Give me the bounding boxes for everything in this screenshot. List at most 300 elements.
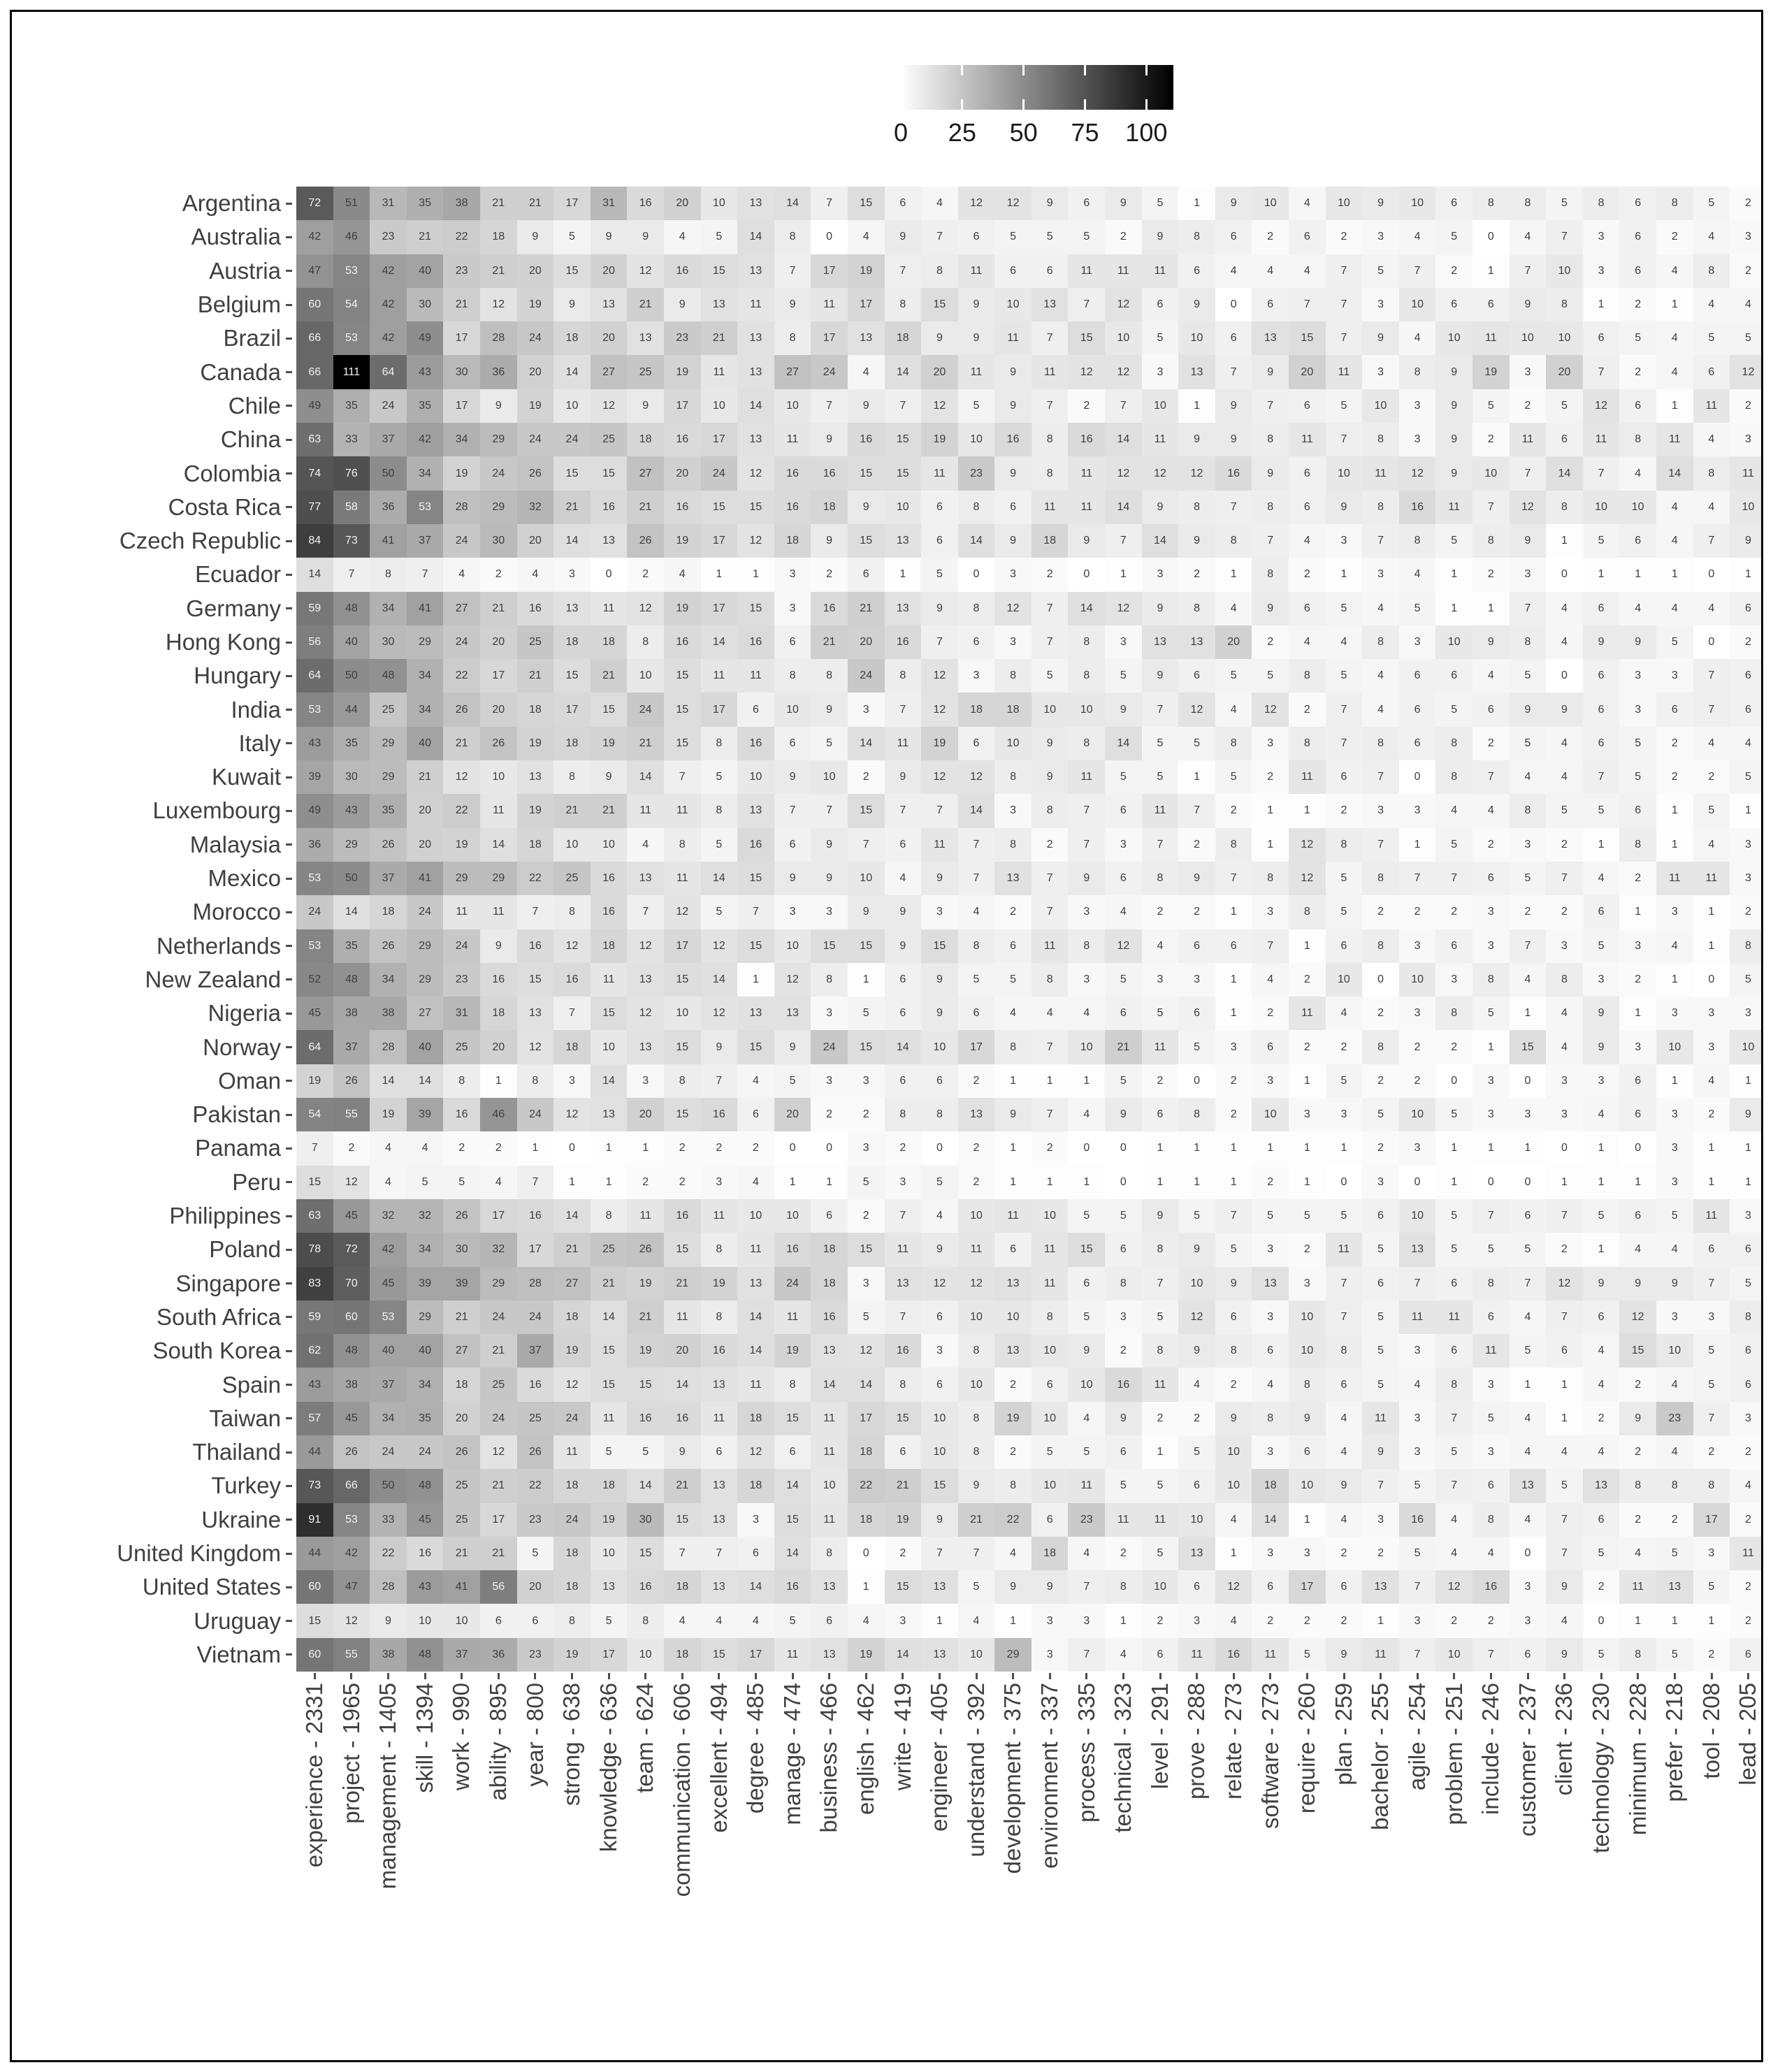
- heatmap-row: [296, 1199, 1763, 1233]
- heatmap-cell: 8: [1178, 220, 1215, 254]
- heatmap-cell: 6: [1215, 220, 1252, 254]
- col-label: ability - 895: [485, 1683, 511, 1801]
- heatmap-cell: 9: [1472, 625, 1510, 659]
- heatmap-cell: 26: [333, 1435, 370, 1469]
- heatmap-row: [296, 963, 1763, 997]
- heatmap-cell: 15: [627, 1537, 664, 1570]
- heatmap-cell: 21: [443, 1301, 480, 1334]
- heatmap-cell: 5: [994, 220, 1032, 254]
- heatmap-cell: 2: [1730, 389, 1763, 423]
- row-label: [12, 254, 292, 288]
- heatmap-cell: 4: [1656, 491, 1693, 524]
- heatmap-cell: 6: [1510, 1638, 1547, 1672]
- row-label: [12, 592, 292, 625]
- heatmap-cell: 29: [407, 929, 444, 963]
- heatmap-cell: 6: [885, 997, 922, 1030]
- heatmap-cell: 4: [1510, 760, 1547, 794]
- heatmap-cell: 2: [1619, 355, 1656, 389]
- heatmap-cell: 1: [1619, 1166, 1656, 1199]
- heatmap-cell: 0: [1472, 1166, 1510, 1199]
- heatmap-cell: 34: [407, 1368, 444, 1401]
- heatmap-cell: 5: [1068, 220, 1105, 254]
- heatmap-cell: 10: [1252, 187, 1289, 220]
- heatmap-cell: 5: [1435, 1199, 1472, 1233]
- x-axis-tick: [1122, 1673, 1124, 1679]
- heatmap-cell: 11: [591, 1402, 628, 1435]
- heatmap-cell: 11: [664, 1301, 701, 1334]
- heatmap-cell: 1: [1472, 592, 1510, 625]
- heatmap-cell: 24: [480, 1301, 517, 1334]
- heatmap-cell: 42: [407, 423, 444, 456]
- heatmap-cell: 0: [1546, 558, 1583, 591]
- heatmap-cell: 13: [627, 1030, 664, 1064]
- heatmap-cell: 7: [958, 1537, 995, 1570]
- heatmap-cell: 11: [1142, 794, 1179, 827]
- heatmap-cell: 14: [553, 355, 591, 389]
- heatmap-cell: 30: [333, 760, 370, 794]
- heatmap-cell: 3: [811, 997, 848, 1030]
- heatmap-cell: 19: [664, 355, 701, 389]
- heatmap-cell: 9: [1326, 1469, 1363, 1502]
- heatmap-cell: 16: [664, 1199, 701, 1233]
- heatmap-cell: 16: [701, 1334, 738, 1368]
- heatmap-cell: 15: [591, 693, 628, 726]
- heatmap-cell: 28: [370, 1570, 407, 1604]
- col-label: business - 466: [816, 1683, 842, 1833]
- heatmap-cell: 5: [774, 1064, 811, 1098]
- heatmap-cell: 12: [664, 895, 701, 929]
- heatmap-row: [296, 625, 1763, 659]
- heatmap-cell: 3: [1510, 558, 1547, 591]
- row-label-text: Germany: [186, 595, 281, 621]
- heatmap-cell: 3: [1032, 1604, 1069, 1637]
- heatmap-cell: 4: [1289, 625, 1326, 659]
- heatmap-cell: 0: [811, 1131, 848, 1165]
- heatmap-cell: 52: [296, 963, 333, 997]
- heatmap-cell: 8: [1289, 727, 1326, 760]
- heatmap-cell: 8: [958, 1402, 995, 1435]
- heatmap-cell: 9: [1105, 1402, 1142, 1435]
- heatmap-cell: 21: [553, 794, 591, 827]
- heatmap-cell: 54: [333, 288, 370, 321]
- x-axis-tick: [314, 1673, 316, 1679]
- heatmap-cell: 0: [1546, 659, 1583, 693]
- heatmap-cell: 56: [480, 1570, 517, 1604]
- heatmap-cell: 4: [1656, 321, 1693, 355]
- x-axis-tick: [1233, 1673, 1235, 1679]
- heatmap-cell: 2: [1656, 760, 1693, 794]
- heatmap-cell: 7: [1510, 254, 1547, 288]
- heatmap-cell: 1: [1289, 1503, 1326, 1537]
- heatmap-cell: 17: [480, 659, 517, 693]
- heatmap-cell: 12: [1068, 355, 1105, 389]
- heatmap-cell: 17: [553, 187, 591, 220]
- x-axis-tick: [1490, 1673, 1492, 1679]
- heatmap-cell: 1: [1583, 1166, 1620, 1199]
- heatmap-cell: 18: [627, 423, 664, 456]
- heatmap-cell: 7: [664, 1537, 701, 1570]
- heatmap-cell: 4: [664, 558, 701, 591]
- heatmap-cell: 24: [370, 389, 407, 423]
- heatmap-cell: 25: [591, 423, 628, 456]
- heatmap-cell: 7: [1693, 693, 1730, 726]
- heatmap-cell: 7: [1326, 288, 1363, 321]
- row-label-text: Mexico: [208, 865, 281, 892]
- heatmap-cell: 1: [994, 1166, 1032, 1199]
- y-axis-tick: [286, 1046, 292, 1048]
- heatmap-cell: 3: [1546, 1064, 1583, 1098]
- heatmap-cell: 9: [1178, 423, 1215, 456]
- heatmap-row: [296, 659, 1763, 693]
- heatmap-cell: 6: [1215, 1301, 1252, 1334]
- heatmap-cell: 24: [553, 1503, 591, 1537]
- heatmap-cell: 13: [1583, 1469, 1620, 1502]
- heatmap-cell: 2: [1215, 1064, 1252, 1098]
- heatmap-cell: 38: [333, 1368, 370, 1401]
- legend-tick: [1084, 65, 1086, 75]
- heatmap-cell: 0: [1510, 1537, 1547, 1570]
- heatmap-cell: 7: [1032, 389, 1069, 423]
- heatmap-cell: 9: [774, 1030, 811, 1064]
- heatmap-cell: 12: [921, 389, 958, 423]
- heatmap-cell: 9: [1583, 997, 1620, 1030]
- heatmap-cell: 39: [407, 1267, 444, 1301]
- heatmap-cell: 42: [370, 1233, 407, 1266]
- x-axis-tick: [534, 1673, 536, 1679]
- heatmap-cell: 3: [1068, 895, 1105, 929]
- heatmap-cell: 111: [333, 355, 370, 389]
- row-label: [12, 1503, 292, 1537]
- heatmap-cell: 6: [1583, 321, 1620, 355]
- heatmap-cell: 29: [407, 625, 444, 659]
- heatmap-cell: 20: [664, 1334, 701, 1368]
- heatmap-cell: 32: [370, 1199, 407, 1233]
- y-axis-tick: [286, 742, 292, 744]
- heatmap-cell: 18: [553, 727, 591, 760]
- heatmap-cell: 6: [1435, 288, 1472, 321]
- heatmap-cell: 5: [553, 220, 591, 254]
- heatmap-cell: 5: [1289, 1199, 1326, 1233]
- heatmap-cell: 8: [1362, 727, 1399, 760]
- heatmap-cell: 15: [664, 1030, 701, 1064]
- heatmap-cell: 4: [1326, 997, 1363, 1030]
- heatmap-cell: 10: [1362, 389, 1399, 423]
- heatmap-cell: 4: [1215, 1503, 1252, 1537]
- heatmap-cell: 4: [664, 1604, 701, 1637]
- heatmap-cell: 2: [1619, 862, 1656, 895]
- heatmap-cell: 22: [994, 1503, 1032, 1537]
- heatmap-cell: 19: [921, 423, 958, 456]
- heatmap-cell: 8: [958, 929, 995, 963]
- heatmap-cell: 1: [1656, 828, 1693, 862]
- heatmap-cell: 1: [1693, 1131, 1730, 1165]
- heatmap-cell: 2: [1546, 895, 1583, 929]
- heatmap-cell: 3: [811, 895, 848, 929]
- heatmap-cell: 4: [1326, 1503, 1363, 1537]
- col-label: process - 335: [1073, 1683, 1099, 1823]
- heatmap-cell: 16: [407, 1537, 444, 1570]
- row-label-text: China: [220, 426, 281, 453]
- heatmap-cell: 3: [1252, 1435, 1289, 1469]
- heatmap-cell: 23: [958, 456, 995, 490]
- heatmap-cell: 1: [1730, 794, 1763, 827]
- heatmap-cell: 0: [1105, 1131, 1142, 1165]
- heatmap-cell: 9: [1546, 1570, 1583, 1604]
- heatmap-cell: 4: [1435, 794, 1472, 827]
- heatmap-cell: 7: [1546, 220, 1583, 254]
- heatmap-cell: 10: [958, 1199, 995, 1233]
- heatmap-cell: 21: [664, 1267, 701, 1301]
- heatmap-cell: 2: [1583, 1570, 1620, 1604]
- heatmap-cell: 28: [443, 491, 480, 524]
- heatmap-cell: 13: [1252, 321, 1289, 355]
- heatmap-cell: 19: [517, 794, 554, 827]
- heatmap-cell: 19: [591, 1503, 628, 1537]
- heatmap-cell: 4: [1546, 727, 1583, 760]
- row-label-text: Colombia: [183, 460, 281, 486]
- heatmap-cell: 6: [994, 491, 1032, 524]
- heatmap-cell: 5: [1068, 1435, 1105, 1469]
- heatmap-cell: 15: [664, 727, 701, 760]
- heatmap-cell: 3: [1326, 1098, 1363, 1131]
- heatmap-cell: 11: [737, 1233, 774, 1266]
- heatmap-cell: 9: [1142, 592, 1179, 625]
- heatmap-cell: 0: [1510, 1064, 1547, 1098]
- x-axis-tick: [1563, 1673, 1565, 1679]
- heatmap-cell: 4: [848, 1604, 885, 1637]
- heatmap-cell: 7: [1068, 1570, 1105, 1604]
- heatmap-cell: 12: [774, 963, 811, 997]
- heatmap-cell: 16: [627, 187, 664, 220]
- y-axis-tick: [286, 1181, 292, 1183]
- heatmap-cell: 17: [443, 389, 480, 423]
- heatmap-cell: 15: [921, 1469, 958, 1502]
- heatmap-cell: 23: [1068, 1503, 1105, 1537]
- heatmap-cell: 2: [443, 1131, 480, 1165]
- heatmap-cell: 17: [443, 321, 480, 355]
- heatmap-cell: 41: [407, 862, 444, 895]
- heatmap-cell: 6: [1730, 1334, 1763, 1368]
- heatmap-cell: 6: [921, 491, 958, 524]
- x-axis-tick: [1196, 1673, 1198, 1679]
- heatmap-cell: 3: [1546, 929, 1583, 963]
- heatmap-cell: 35: [333, 929, 370, 963]
- heatmap-cell: 9: [664, 1435, 701, 1469]
- heatmap-cell: 5: [1656, 1638, 1693, 1672]
- heatmap-cell: 16: [737, 727, 774, 760]
- heatmap-cell: 9: [921, 321, 958, 355]
- heatmap-cell: 1: [774, 1166, 811, 1199]
- heatmap-cell: 19: [664, 592, 701, 625]
- heatmap-cell: 16: [701, 1098, 738, 1131]
- heatmap-cell: 7: [921, 1537, 958, 1570]
- col-label: engineer - 405: [926, 1683, 953, 1832]
- heatmap-cell: 15: [553, 254, 591, 288]
- heatmap-cell: 4: [1546, 997, 1583, 1030]
- heatmap-cell: 1: [1656, 558, 1693, 591]
- x-axis-tick: [1012, 1673, 1014, 1679]
- heatmap-row: [296, 862, 1763, 895]
- heatmap-cell: 32: [480, 1233, 517, 1266]
- heatmap-cell: 11: [1510, 423, 1547, 456]
- heatmap-cell: 5: [921, 1166, 958, 1199]
- x-axis-tick: [1600, 1673, 1602, 1679]
- heatmap-cell: 4: [701, 1604, 738, 1637]
- heatmap-cell: 2: [1472, 1604, 1510, 1637]
- heatmap-cell: 6: [921, 1064, 958, 1098]
- heatmap-cell: 26: [370, 828, 407, 862]
- heatmap-cell: 9: [1546, 1638, 1583, 1672]
- heatmap-cell: 2: [737, 1131, 774, 1165]
- heatmap-cell: 16: [591, 895, 628, 929]
- heatmap-cell: 11: [1068, 254, 1105, 288]
- heatmap-cell: 16: [1399, 491, 1436, 524]
- heatmap-cell: 13: [921, 1638, 958, 1672]
- heatmap-cell: 3: [848, 693, 885, 726]
- heatmap-cell: 8: [885, 659, 922, 693]
- heatmap-cell: 1: [1178, 1131, 1215, 1165]
- heatmap-cell: 20: [517, 524, 554, 558]
- heatmap-cell: 3: [1252, 1233, 1289, 1266]
- heatmap-cell: 9: [1068, 524, 1105, 558]
- heatmap-cell: 3: [1510, 1570, 1547, 1604]
- heatmap-cell: 7: [958, 862, 995, 895]
- x-axis-tick: [1306, 1673, 1308, 1679]
- heatmap-cell: 2: [1399, 1030, 1436, 1064]
- heatmap-cell: 9: [1178, 524, 1215, 558]
- heatmap-cell: 10: [1399, 288, 1436, 321]
- heatmap-cell: 8: [1032, 423, 1069, 456]
- heatmap-cell: 24: [407, 895, 444, 929]
- row-label: [12, 895, 292, 929]
- heatmap-cell: 2: [1215, 1098, 1252, 1131]
- x-axis-tick: [1049, 1673, 1051, 1679]
- heatmap-cell: 4: [1289, 187, 1326, 220]
- heatmap-cell: 23: [664, 321, 701, 355]
- heatmap-cell: 5: [1068, 1199, 1105, 1233]
- heatmap-cell: 10: [1435, 1638, 1472, 1672]
- heatmap-cell: 1: [737, 963, 774, 997]
- heatmap-cell: 11: [1032, 355, 1069, 389]
- heatmap-cell: 9: [885, 895, 922, 929]
- heatmap-cell: 1: [517, 1131, 554, 1165]
- heatmap-cell: 12: [958, 187, 995, 220]
- heatmap-cell: 14: [553, 524, 591, 558]
- col-label: manage - 474: [779, 1683, 805, 1825]
- heatmap-cell: 7: [811, 187, 848, 220]
- heatmap-cell: 3: [627, 1064, 664, 1098]
- row-label-text: Turkey: [211, 1472, 281, 1499]
- heatmap-cell: 5: [1326, 389, 1363, 423]
- heatmap-cell: 17: [553, 693, 591, 726]
- heatmap-cell: 10: [1105, 321, 1142, 355]
- heatmap-cell: 10: [1068, 693, 1105, 726]
- heatmap-cell: 11: [811, 1503, 848, 1537]
- heatmap-cell: 4: [1510, 1301, 1547, 1334]
- heatmap-grid: [296, 187, 1763, 1672]
- heatmap-cell: 2: [1510, 895, 1547, 929]
- heatmap-cell: 12: [701, 997, 738, 1030]
- heatmap-cell: 8: [1693, 254, 1730, 288]
- heatmap-cell: 10: [1326, 187, 1363, 220]
- heatmap-cell: 46: [333, 220, 370, 254]
- heatmap-cell: 77: [296, 491, 333, 524]
- heatmap-cell: 15: [737, 929, 774, 963]
- row-label-text: South Korea: [152, 1338, 281, 1364]
- heatmap-cell: 9: [591, 220, 628, 254]
- heatmap-cell: 1: [1032, 1166, 1069, 1199]
- heatmap-cell: 5: [1693, 1368, 1730, 1401]
- heatmap-cell: 7: [664, 760, 701, 794]
- heatmap-cell: 10: [774, 389, 811, 423]
- heatmap-cell: 5: [1326, 895, 1363, 929]
- heatmap-cell: 36: [480, 1638, 517, 1672]
- heatmap-cell: 5: [1142, 321, 1179, 355]
- heatmap-cell: 13: [737, 187, 774, 220]
- legend-tick-label: 25: [948, 118, 976, 147]
- heatmap-cell: 40: [333, 625, 370, 659]
- heatmap-cell: 4: [1472, 1537, 1510, 1570]
- heatmap-cell: 15: [296, 1604, 333, 1637]
- heatmap-cell: 6: [1619, 389, 1656, 423]
- heatmap-cell: 18: [443, 1368, 480, 1401]
- heatmap-cell: 6: [1252, 1334, 1289, 1368]
- heatmap-cell: 4: [1510, 1402, 1547, 1435]
- x-axis-tick: [939, 1673, 941, 1679]
- y-axis-tick: [286, 1147, 292, 1150]
- heatmap-cell: 1: [1435, 1166, 1472, 1199]
- heatmap-cell: 3: [1289, 1098, 1326, 1131]
- heatmap-cell: 18: [591, 1469, 628, 1502]
- heatmap-cell: 35: [370, 794, 407, 827]
- legend-tick-label: 100: [1125, 118, 1168, 147]
- heatmap-cell: 22: [517, 862, 554, 895]
- heatmap-cell: 7: [1215, 862, 1252, 895]
- heatmap-cell: 7: [885, 1301, 922, 1334]
- heatmap-cell: 12: [1215, 1570, 1252, 1604]
- heatmap-cell: 9: [1656, 1267, 1693, 1301]
- heatmap-cell: 7: [1326, 727, 1363, 760]
- heatmap-cell: 8: [1252, 862, 1289, 895]
- heatmap-cell: 18: [811, 1267, 848, 1301]
- heatmap-cell: 5: [1362, 1098, 1399, 1131]
- heatmap-cell: 3: [1656, 1166, 1693, 1199]
- heatmap-cell: 11: [627, 794, 664, 827]
- heatmap-cell: 19: [443, 828, 480, 862]
- heatmap-cell: 9: [811, 524, 848, 558]
- heatmap-cell: 45: [333, 1199, 370, 1233]
- heatmap-cell: 22: [370, 1537, 407, 1570]
- heatmap-cell: 3: [1546, 1098, 1583, 1131]
- heatmap-cell: 7: [1252, 389, 1289, 423]
- heatmap-cell: 8: [1435, 1368, 1472, 1401]
- row-label: [12, 929, 292, 963]
- heatmap-cell: 7: [1326, 321, 1363, 355]
- heatmap-cell: 9: [1215, 423, 1252, 456]
- heatmap-cell: 26: [480, 727, 517, 760]
- heatmap-cell: 0: [958, 558, 995, 591]
- heatmap-cell: 6: [811, 1604, 848, 1637]
- heatmap-cell: 43: [296, 727, 333, 760]
- heatmap-cell: 12: [958, 760, 995, 794]
- heatmap-cell: 11: [737, 659, 774, 693]
- heatmap-cell: 6: [1105, 997, 1142, 1030]
- heatmap-cell: 18: [811, 1233, 848, 1266]
- heatmap-cell: 3: [1399, 929, 1436, 963]
- heatmap-cell: 18: [774, 524, 811, 558]
- heatmap-cell: 2: [664, 1131, 701, 1165]
- heatmap-cell: 9: [1032, 727, 1069, 760]
